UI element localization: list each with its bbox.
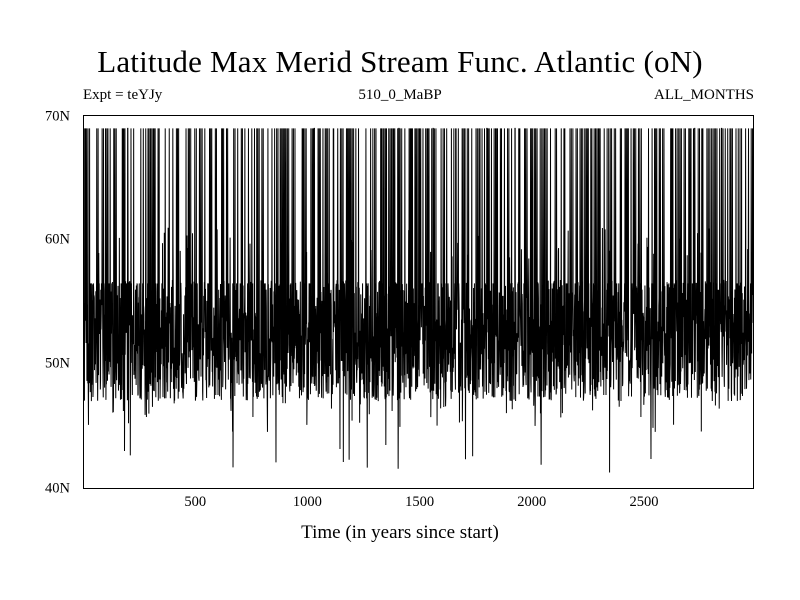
y-axis-labels	[0, 108, 76, 497]
experiment-label: Expt = teYJy	[83, 87, 163, 103]
series-line	[84, 128, 753, 472]
y-tick-60: 60N	[45, 231, 70, 248]
months-label: ALL_MONTHS	[654, 87, 754, 103]
x-axis-title: Time (in years since start)	[301, 522, 499, 543]
page-title: Latitude Max Merid Stream Func. Atlantic (oN)	[97, 44, 703, 79]
plot-area	[83, 115, 754, 489]
x-axis-labels	[83, 494, 754, 514]
x-tick-1000: 1000	[292, 494, 322, 510]
y-tick-70: 70N	[45, 108, 70, 125]
y-tick-50: 50N	[45, 355, 70, 372]
y-tick-40: 40N	[45, 480, 70, 497]
x-tick-1500: 1500	[405, 494, 435, 510]
timeseries-plot	[84, 116, 753, 488]
x-tick-2500: 2500	[629, 494, 659, 510]
x-tick-2000: 2000	[517, 494, 547, 510]
x-tick-500: 500	[184, 494, 207, 510]
run-label: 510_0_MaBP	[358, 87, 442, 103]
